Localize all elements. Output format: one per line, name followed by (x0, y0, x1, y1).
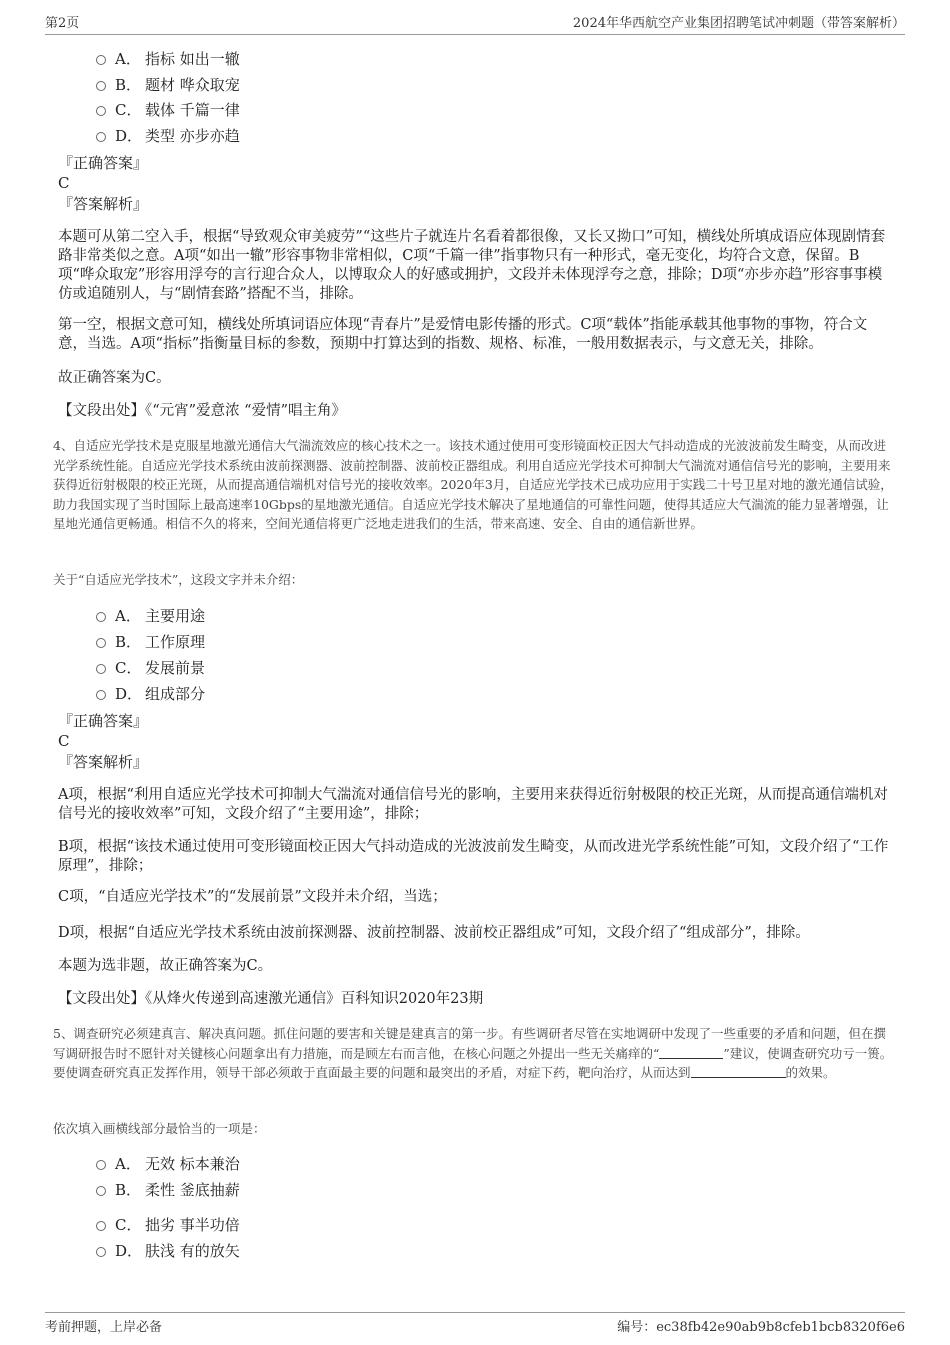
q4-analysis-a: A项，根据“利用自适应光学技术可抑制大气湍流对通信信号光的影响，主要用来获得近衍射极限的校正光斑，从而提高通信端机对信号光的接收效率”可知，文段介绍了“主要用途”，排除； (58, 787, 888, 822)
page-header (45, 12, 905, 35)
q4-prompt: 关于“自适应光学技术”，这段文字并未介绍： (53, 572, 304, 587)
q3-answer-tag: 『正确答案』 (58, 154, 149, 172)
radio-icon[interactable] (96, 664, 106, 674)
document-title: 2024年华西航空产业集团招聘笔试冲刺题（带答案解析） (572, 16, 905, 31)
q3-option-d[interactable]: D． 类型 亦步亦趋 (96, 125, 240, 147)
q3-analysis-1: 本题可从第二空入手，根据“导致观众审美疲劳”“这些片子就连片名看着都很像，又长又拗口”可知，横线处所填成语应体现剧情套路非常类似之意。A项“如出一辙”形容事物非常相似，C项“千篇一律”指事物只有一种形式，毫无变化，均符合文意，保留。B项“哗众取宠”形容用浮夸的言行迎合众人，以博取众人的好感或拥护，文段并未体现浮夸之意，排除；D项“亦步亦趋”形容事事模仿或追随别人，与“剧情套路”搭配不当，排除。 (58, 229, 886, 302)
q4-source: 【文段出处】《从烽火传递到高速激光通信》百科知识2020年23期 (58, 991, 484, 1007)
q3-analysis-tag: 『答案解析』 (58, 195, 149, 213)
q4-question: 4、自适应光学技术是克服星地激光通信大气湍流效应的核心技术之一。该技术通过使用可变形镜面校正因大气抖动造成的光波波前发生畸变，从而改进光学系统性能。自适应光学技术系统由波前探测器、波前控制器、波前校正器组成。利用自适应光学技术可抑制大气湍流对通信信号光的影响，主要用来获得近衍射极限的校正光斑，从而提高通信端机对信号光的接收效率。2020年3月，自适应光学技术已成功应用于实践二十号卫星对地的激光通信试验，助力我国实现了当时国际上最高速率10Gbps的星地激光通信。自适应光学技术解决了星地通信的可靠性问题，使得其适应大气湍流的能力显著增强，让星地光通信更畅通。相信不久的将来，空间光通信将更广泛地走进我们的生活，带来高速、安全、自由的通信新世界。 (53, 438, 893, 531)
q3-analysis-2: 第一空，根据文意可知，横线处所填词语应体现“青春片”是爱情电影传播的形式。C项“载体”指能承载其他事物的事物，符合文意，当选。A项“指标”指衡量目标的参数，预期中打算达到的指数、规格、标准，一般用数据表示，与文意无关，排除。 (58, 317, 868, 352)
q3-analysis-3: 故正确答案为C。 (58, 370, 171, 386)
q5-question: 5、调查研究必须建真言、解决真问题。抓住问题的要害和关键是建真言的第一步。有些调研者尽管在实地调研中发现了一些重要的矛盾和问题，但在撰写调研报告时不愿针对关键核心问题拿出有力措施，而是顾左右而言他，在核心问题之外提出一些无关痛痒的“ ”建议，使调查研究功亏一篑。要使调查研究真正发挥作用，领导干部必须敢于直面最主要的问题和最突出的矛盾，对症下药，靶向治疗，从而达到 的效果。 (53, 1026, 893, 1080)
q4-option-b[interactable]: B． 工作原理 (96, 631, 205, 653)
radio-icon[interactable] (96, 106, 106, 116)
fill-blank-2[interactable] (691, 1064, 786, 1078)
radio-icon[interactable] (96, 55, 106, 65)
q4-analysis-conclusion: 本题为选非题，故正确答案为C。 (58, 958, 273, 974)
radio-icon[interactable] (96, 690, 106, 700)
radio-icon[interactable] (96, 1186, 106, 1196)
radio-icon[interactable] (96, 81, 106, 91)
q4-analysis-d: D项，根据“自适应光学技术系统由波前探测器、波前控制器、波前校正器组成”可知，文段介绍了“组成部分”，排除。 (58, 925, 810, 941)
q3-answer: C (58, 174, 70, 192)
q4-analysis-b: B项，根据“该技术通过使用可变形镜面校正因大气抖动造成的光波波前发生畸变，从而改进光学系统性能”可知，文段介绍了“工作原理”，排除； (58, 839, 889, 874)
q3-source: 【文段出处】《“元宵”爱意浓 “爱情”唱主角》 (58, 403, 347, 419)
q5-option-b[interactable]: B． 柔性 釜底抽薪 (96, 1179, 240, 1201)
q3-option-c[interactable]: C． 载体 千篇一律 (96, 99, 240, 121)
radio-icon[interactable] (96, 1160, 106, 1170)
q4-option-d[interactable]: D． 组成部分 (96, 683, 205, 705)
q3-option-b[interactable]: B． 题材 哗众取宠 (96, 74, 240, 96)
document-id: 编号：ec38fb42e90ab9b8cfeb1bcb8320f6e6 (617, 1320, 905, 1335)
q4-option-a[interactable]: A． 主要用途 (96, 605, 205, 627)
page-footer (45, 1312, 905, 1335)
radio-icon[interactable] (96, 612, 106, 622)
radio-icon[interactable] (96, 1247, 106, 1257)
q5-option-a[interactable]: A． 无效 标本兼治 (96, 1153, 240, 1175)
radio-icon[interactable] (96, 132, 106, 142)
q5-prompt: 依次填入画横线部分最恰当的一项是： (53, 1121, 266, 1136)
q4-answer: C (58, 732, 70, 750)
footer-slogan: 考前押题，上岸必备 (45, 1320, 163, 1335)
radio-icon[interactable] (96, 1221, 106, 1231)
q4-analysis-tag: 『答案解析』 (58, 753, 149, 771)
q4-option-c[interactable]: C． 发展前景 (96, 657, 205, 679)
q5-option-d[interactable]: D． 肤浅 有的放矢 (96, 1240, 240, 1262)
q4-answer-tag: 『正确答案』 (58, 712, 149, 730)
fill-blank-1[interactable] (659, 1045, 723, 1059)
q4-analysis-c: C项，“自适应光学技术”的“发展前景”文段并未介绍，当选； (58, 889, 447, 905)
radio-icon[interactable] (96, 638, 106, 648)
page-number: 第2页 (45, 16, 80, 31)
q3-option-a[interactable]: A． 指标 如出一辙 (96, 48, 240, 70)
q5-option-c[interactable]: C． 拙劣 事半功倍 (96, 1214, 240, 1236)
